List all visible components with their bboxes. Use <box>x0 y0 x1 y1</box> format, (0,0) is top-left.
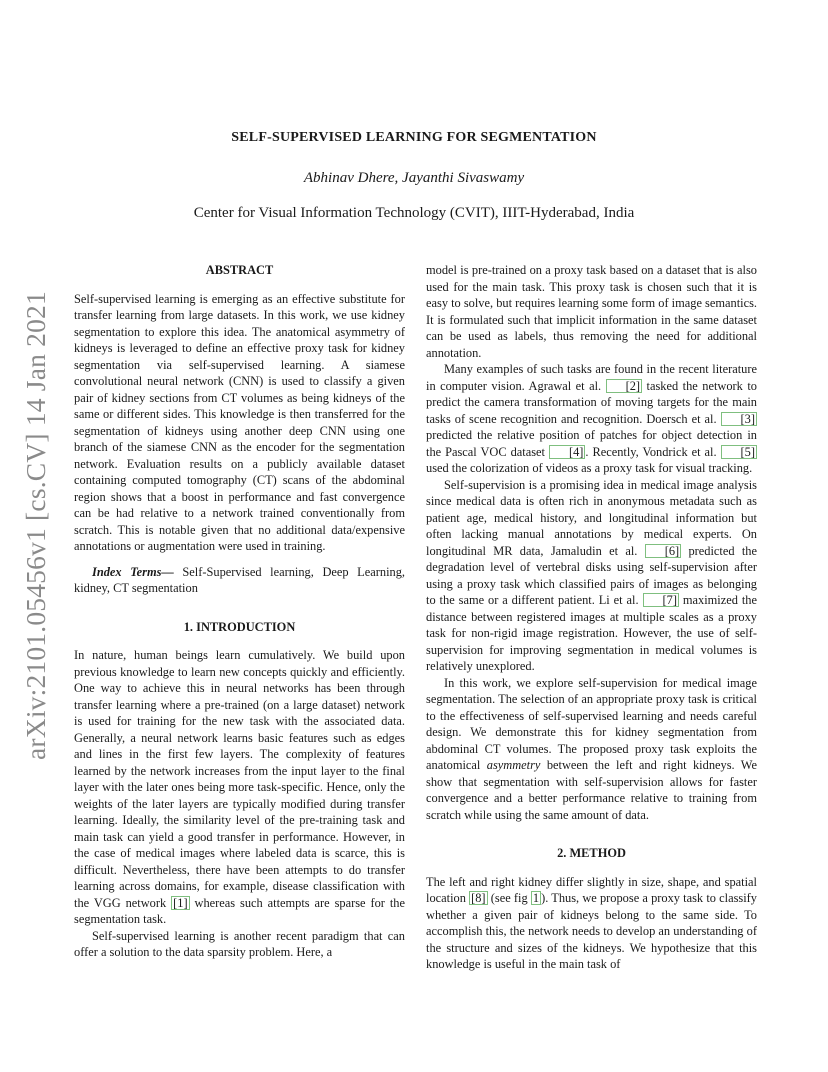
intro-p3-text-e: used the colorization of videos as a proxy task for visual tracking. <box>426 461 753 475</box>
intro-p5-text-a: In this work, we explore self-supervision for medical image segmentation. The selection of an appropriate proxy task is critical to the effectiveness of self-supervised learning and needs careful design. We demonstrate this for kidney segmentation from abdominal CT volumes. The proposed proxy task exploits the anatomical <box>426 675 757 772</box>
citation-link-5[interactable]: [5] <box>721 445 757 459</box>
intro-p4-text-b: predicted the degradation level of vertebral disks using self-supervision after using a proxy task which classified pairs of images as belonging to the same or a different patient. Li et al. <box>426 543 757 607</box>
method-p1-text-a: The left and right kidney differ slightly in size, shape, and spatial location <box>426 874 757 905</box>
citation-link-8[interactable]: [8] <box>471 891 486 905</box>
citation-link-2[interactable]: [2] <box>606 379 642 393</box>
right-column <box>426 262 757 973</box>
left-column <box>74 262 405 961</box>
intro-p1-text-a: In nature, human beings learn cumulatively. We build upon previous knowledge to learn new concepts quickly and efficiently. One way to achieve this in neural networks has been through transfer learning where a pre-trained (on a large dataset) network is used for training for the new task with the associated data. Generally, a neural network learns basic features such as edges and lines in the first few layers. The complexity of features learned by the network increases from the input layer to the final layer with the later ones being more task-specific. Hence, only the weights of the later layers are typically modified during transfer learning. Ideally, the similarity level of the pre-training task and main task can yield a good transfer in performance. However, in the case of medical images where labeled data is scarce, this is difficult. Nevertheless, there have been attempts to do transfer learning across domains, for example, disease classification with the VGG network <box>74 648 405 910</box>
intro-paragraph-5 <box>426 675 757 824</box>
citation-link-6[interactable]: [6] <box>645 544 681 558</box>
method-heading: 2. METHOD <box>557 846 626 860</box>
paper-title: SELF-SUPERVISED LEARNING FOR SEGMENTATION <box>231 130 597 145</box>
arxiv-identifier: arXiv:2101.05456v1 [cs.CV] 14 Jan 2021 <box>20 291 51 760</box>
intro-p4-text-c: maximized the distance between registered images at multiple scales as a proxy task for non-rigid image registration. However, the use of self-supervision for improving segmentation in medical volumes is relatively unexplored. <box>426 593 757 673</box>
paper-authors: Abhinav Dhere, Jayanthi Sivaswamy <box>303 170 525 186</box>
intro-paragraph-1 <box>74 647 405 928</box>
intro-paragraph-2-cont: model is pre-trained on a proxy task based on a dataset that is also used for the main task. This proxy task is chosen such that it is easy to solve, but requires learning some form of image semantics. It is formulated such that implicit information in the same dataset can be used as labels, thus removing the need for additional annotation. <box>426 263 758 360</box>
index-terms <box>74 564 405 597</box>
intro-p3-text-d: . Recently, Vondrick et al. <box>585 444 721 459</box>
intro-paragraph-2: Self-supervised learning is another recent paradigm that can offer a solution to the data sparsity problem. Here, a <box>74 928 405 959</box>
intro-heading: 1. INTRODUCTION <box>183 619 296 634</box>
intro-p3-text-c: predicted the relative position of patches for object detection in the Pascal VOC dataset <box>426 428 757 459</box>
figure-link-1[interactable]: 1 <box>532 891 540 905</box>
intro-paragraph-4 <box>426 477 757 675</box>
citation-link-3[interactable]: [3] <box>721 412 757 426</box>
intro-p3-text-a: Many examples of such tasks are found in the recent literature in computer vision. Agrawal et al. <box>426 362 757 393</box>
citation-link-7[interactable]: [7] <box>643 593 679 607</box>
citation-link-1[interactable]: [1] <box>173 895 188 910</box>
abstract-text: Self-supervised learning is emerging as an effective substitute for transfer learning from large datasets. In this work, we use kidney segmentation to explore this idea. The anatomical asymmetry of kidneys is leveraged to define an effective proxy task for kidney segmentation via self-supervised learning. A siamese convolutional neural network (CNN) is used to classify a given pair of kidney sections from CT volumes as being kidneys of the same or different sides. This knowledge is then transferred for the segmentation of kidneys using another deep CNN using one branch of the siamese CNN as the encoder for the segmentation network. Evaluation results on a publicly available dataset containing computed tomography (CT) scans of the abdominal region shows that a boost in performance and fast convergence can be had relative to a network trained conventionally from scratch. This is notable given that no additional data/expensive annotations or augmentation were used in training. <box>74 291 405 553</box>
method-p1-text-b: (see fig <box>487 891 531 905</box>
method-p1-text-c: ). Thus, we propose a proxy task to classify whether a given pair of kidneys belong to the same side. To accomplish this, the network needs to develop an understanding of the structure and sizes of the kidneys. We hypothesize that this knowledge is useful in the main task of <box>426 891 757 971</box>
intro-paragraph-3 <box>426 361 757 477</box>
intro-p3-text-b: tasked the network to predict the camera transformation of moving targets for the main tasks of scene recognition and recognition. Doersch et al. <box>426 378 757 426</box>
method-paragraph-1 <box>426 874 757 973</box>
intro-p1-text-b: whereas such attempts are sparse for the segmentation task. <box>74 895 405 926</box>
index-terms-text: Self-Supervised learning, Deep Learning, kidney, CT segmentation <box>74 564 405 595</box>
intro-p4-text-a: Self-supervision is a promising idea in medical image analysis since medical data is often rich in anonymous metadata such as patient age, medical history, and longitudinal information but often lacking manual annotations by medical experts. On longitudinal MR data, Jamaludin et al. <box>426 477 757 558</box>
abstract-heading: ABSTRACT <box>205 263 274 277</box>
intro-p5-emphasis: asymmetry <box>486 758 541 772</box>
paper-affiliation: Center for Visual Information Technology (CVIT), IIIT-Hyderabad, India <box>193 205 635 221</box>
intro-p5-text-b: between the left and right kidneys. We show that segmentation with self-supervision allows for faster convergence and a better performance relative to training from scratch while using the same amount of data. <box>426 758 757 822</box>
index-terms-label: Index Terms— <box>92 564 174 579</box>
citation-link-4[interactable]: [4] <box>549 445 585 459</box>
